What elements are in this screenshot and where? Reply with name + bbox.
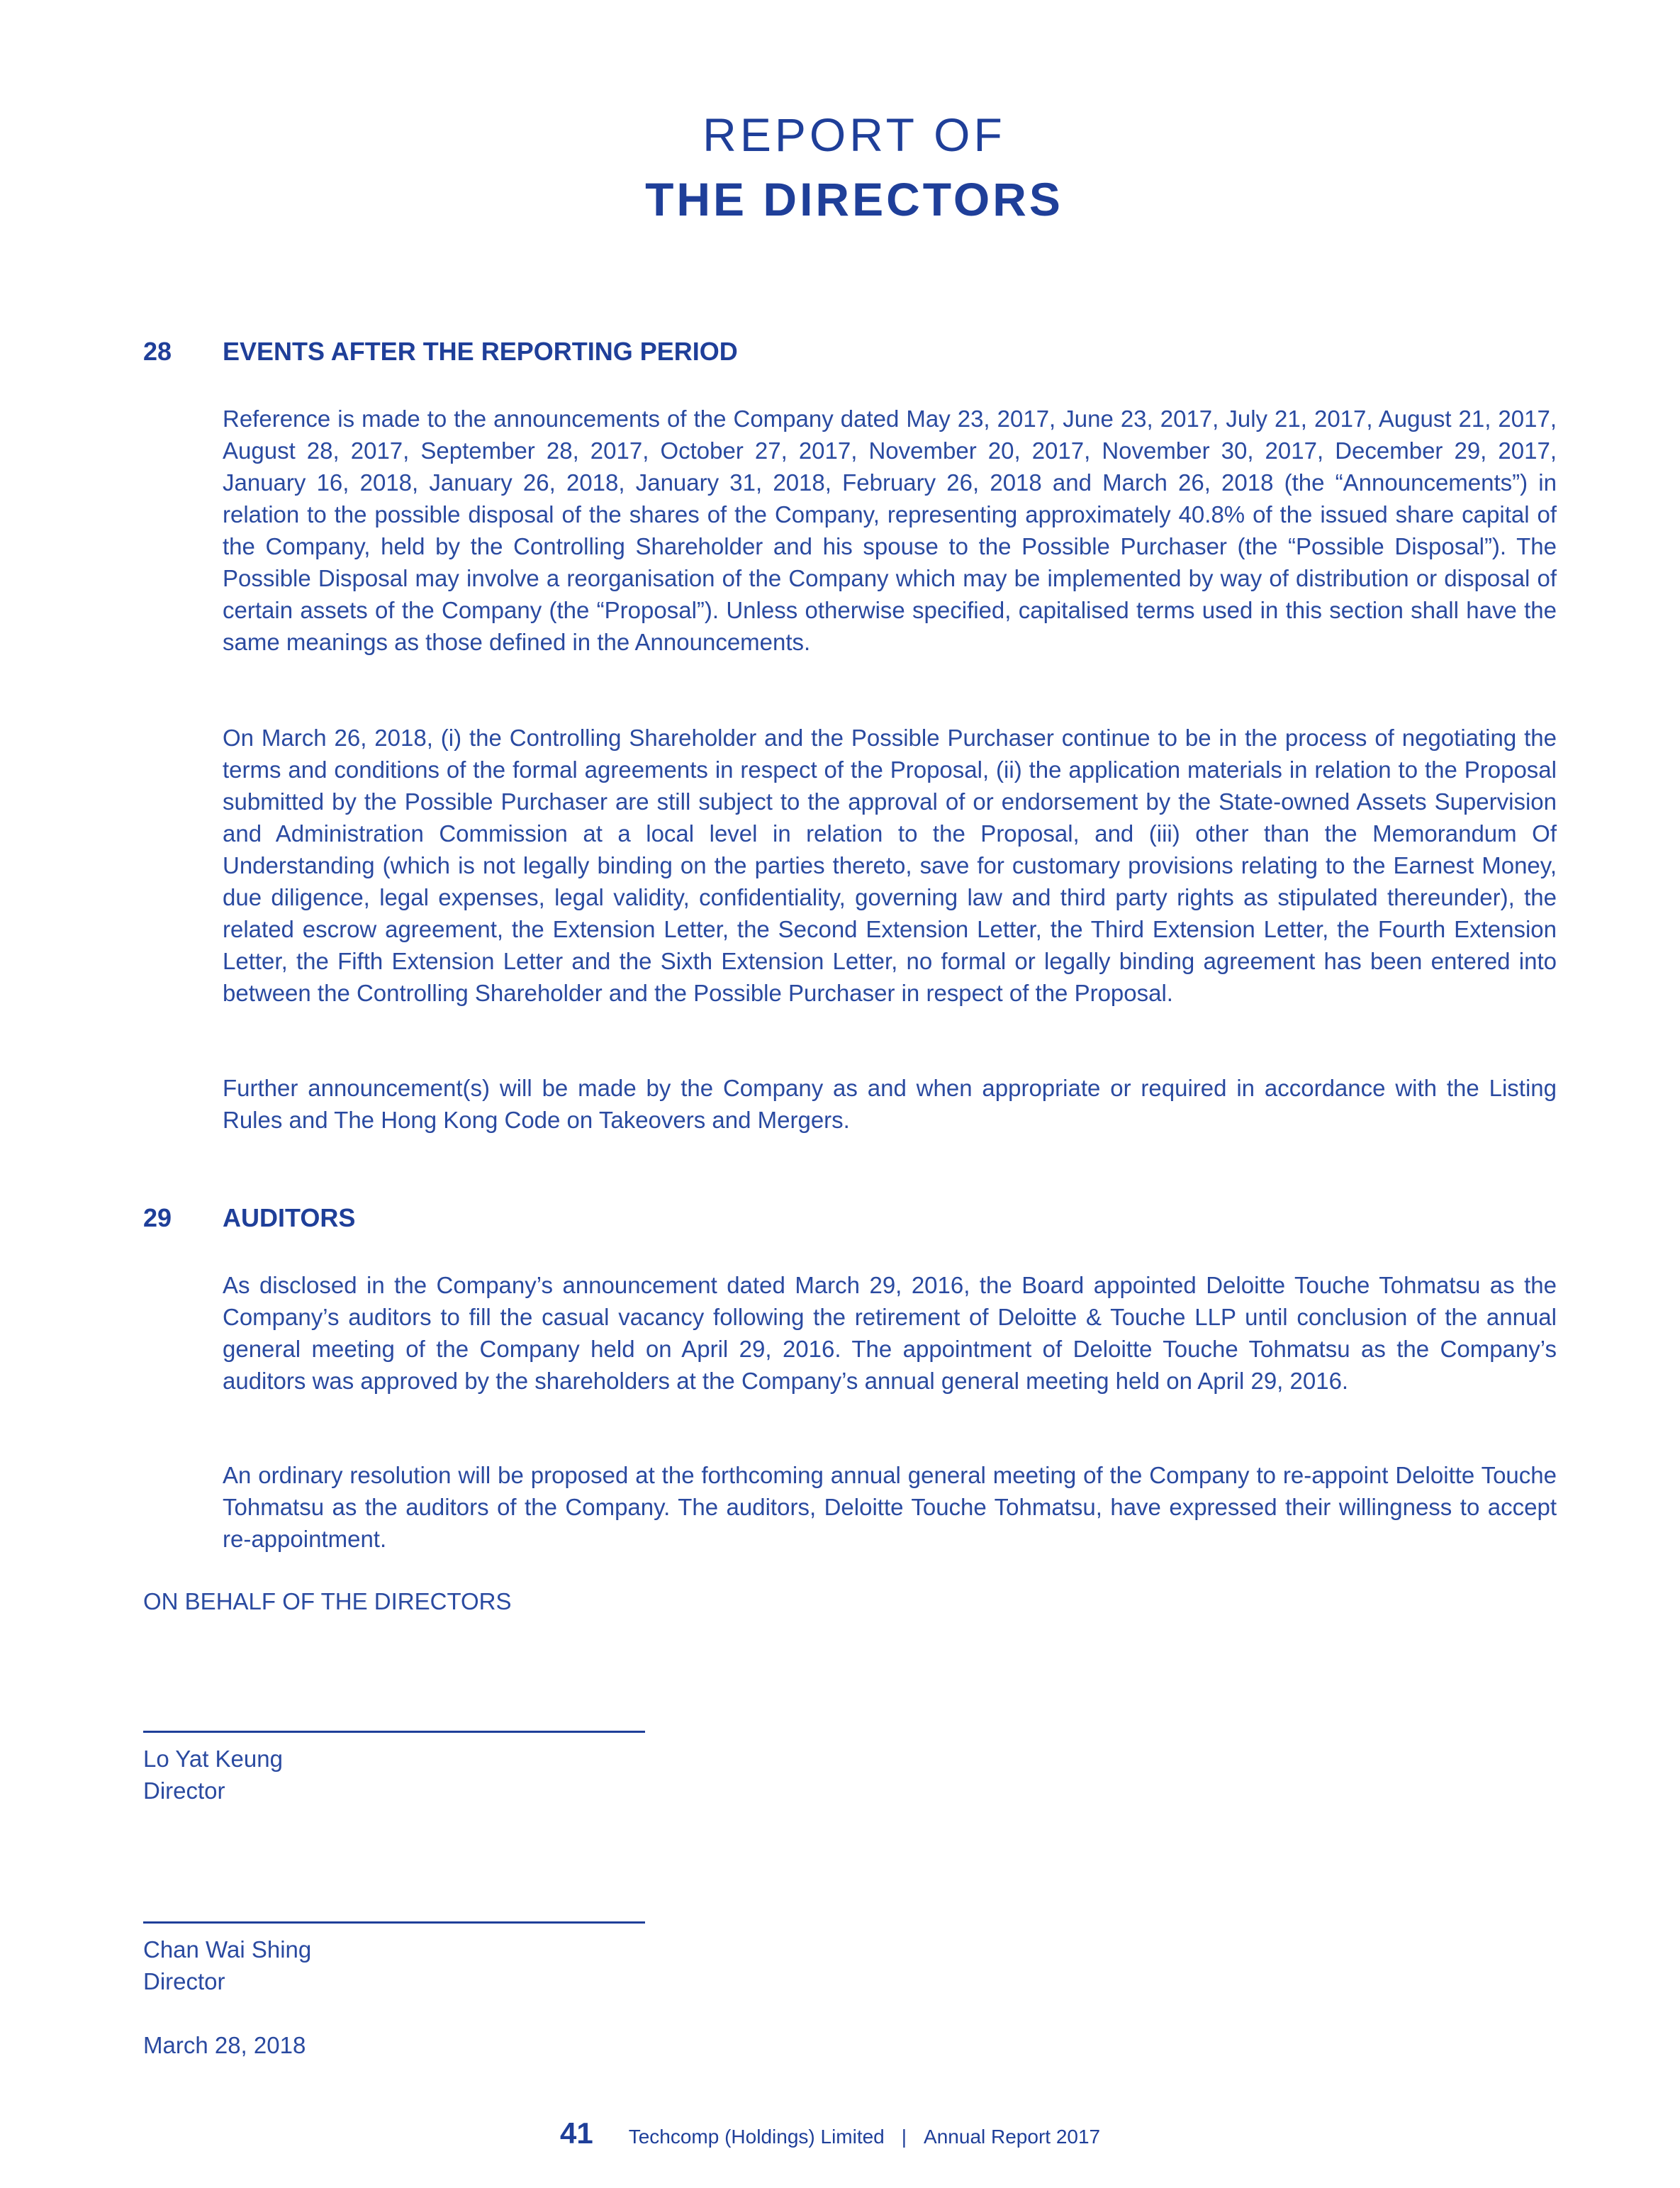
signatory-title-1: Director <box>143 1777 225 1804</box>
header-title-line1: REPORT OF <box>702 108 1006 161</box>
section-title: AUDITORS <box>223 1203 356 1232</box>
signatory-title-2: Director <box>143 1968 225 1994</box>
footer-separator: | <box>901 2126 907 2148</box>
paragraph-events-2: On March 26, 2018, (i) the Controlling Shareholder and the Possible Purchaser continue to be in the process of negotiating the terms and conditions of the formal agreements in respect of the Proposal, (ii) the application materials in relation to the Proposal submitted by the Possible Purchaser are still subject to the approval of or endorsement by the State-owned Assets Supervision and Administration Commission at a local level in relation to the Proposal, and (iii) other than the Memorandum Of Understanding (which is not legally binding on the parties thereto, save for customary provisions relating to the Earnest Money, due diligence, legal expenses, legal validity, confidentiality, governing law and third party rights as stipulated thereunder), the related escrow agreement, the Extension Letter, the Second Extension Letter, the Third Extension Letter, the Fourth Extension Letter, the Fifth Extension Letter and the Sixth Extension Letter, no formal or legally binding agreement has been entered into between the Controlling Shareholder and the Possible Purchaser in respect of the Proposal. <box>223 725 1557 1006</box>
signature-line-1 <box>143 1731 645 1733</box>
signatory-name-1: Lo Yat Keung <box>143 1746 283 1772</box>
header-title-line2: THE DIRECTORS <box>645 173 1063 225</box>
section-number: 29 <box>143 1203 172 1232</box>
footer-company: Techcomp (Holdings) Limited <box>628 2126 885 2148</box>
section-title: EVENTS AFTER THE REPORTING PERIOD <box>223 337 738 366</box>
signatory-name-2: Chan Wai Shing <box>143 1936 312 1963</box>
on-behalf-label: ON BEHALF OF THE DIRECTORS <box>143 1588 512 1614</box>
paragraph-auditors-1: As disclosed in the Company’s announcement dated March 29, 2016, the Board appointed Deloitte Touche Tohmatsu as the Company’s auditors to fill the casual vacancy following the retirement of Deloitte & Touche LLP until conclusion of the annual general meeting of the Company held on April 29, 2016. The appointment of Deloitte Touche Tohmatsu as the Company’s auditors was approved by the shareholders at the Company’s annual general meeting held on April 29, 2016. <box>223 1272 1557 1394</box>
section-number: 28 <box>143 337 172 366</box>
page-footer <box>560 2116 1100 2159</box>
page-header <box>0 106 1680 231</box>
section-heading-29 <box>143 1202 355 1234</box>
footer-report: Annual Report 2017 <box>924 2126 1101 2148</box>
paragraph-events-1: Reference is made to the announcements of the Company dated May 23, 2017, June 23, 2017, July 21, 2017, August 21, 2017, August 28, 2017, September 28, 2017, October 27, 2017, November 20, 2017, November 30, 2017, December 29, 2017, January 16, 2018, January 26, 2018, January 31, 2018, February 26, 2018 and March 26, 2018 (the “Announcements”) in relation to the possible disposal of the shares of the Company, representing approximately 40.8% of the issued share capital of the Company, held by the Controlling Shareholder and his spouse to the Possible Purchaser (the “Possible Disposal”). The Possible Disposal may involve a reorganisation of the Company which may be implemented by way of distribution or disposal of certain assets of the Company (the “Proposal”). Unless otherwise specified, capitalised terms used in this section shall have the same meanings as those defined in the Announcements. <box>223 406 1557 655</box>
paragraph-auditors-2: An ordinary resolution will be proposed at the forthcoming annual general meeting of the Company to re-appoint Deloitte Touche Tohmatsu as the auditors of the Company. The auditors, Deloitte Touche Tohmatsu, have expressed their willingness to accept re-appointment. <box>223 1462 1557 1552</box>
page-number: 41 <box>560 2116 593 2150</box>
section-heading-28 <box>143 336 738 367</box>
sign-off-date: March 28, 2018 <box>143 2032 306 2058</box>
signature-line-2 <box>143 1921 645 1924</box>
paragraph-events-3: Further announcement(s) will be made by the Company as and when appropriate or required in accordance with the Listing Rules and The Hong Kong Code on Takeovers and Mergers. <box>223 1075 1557 1133</box>
